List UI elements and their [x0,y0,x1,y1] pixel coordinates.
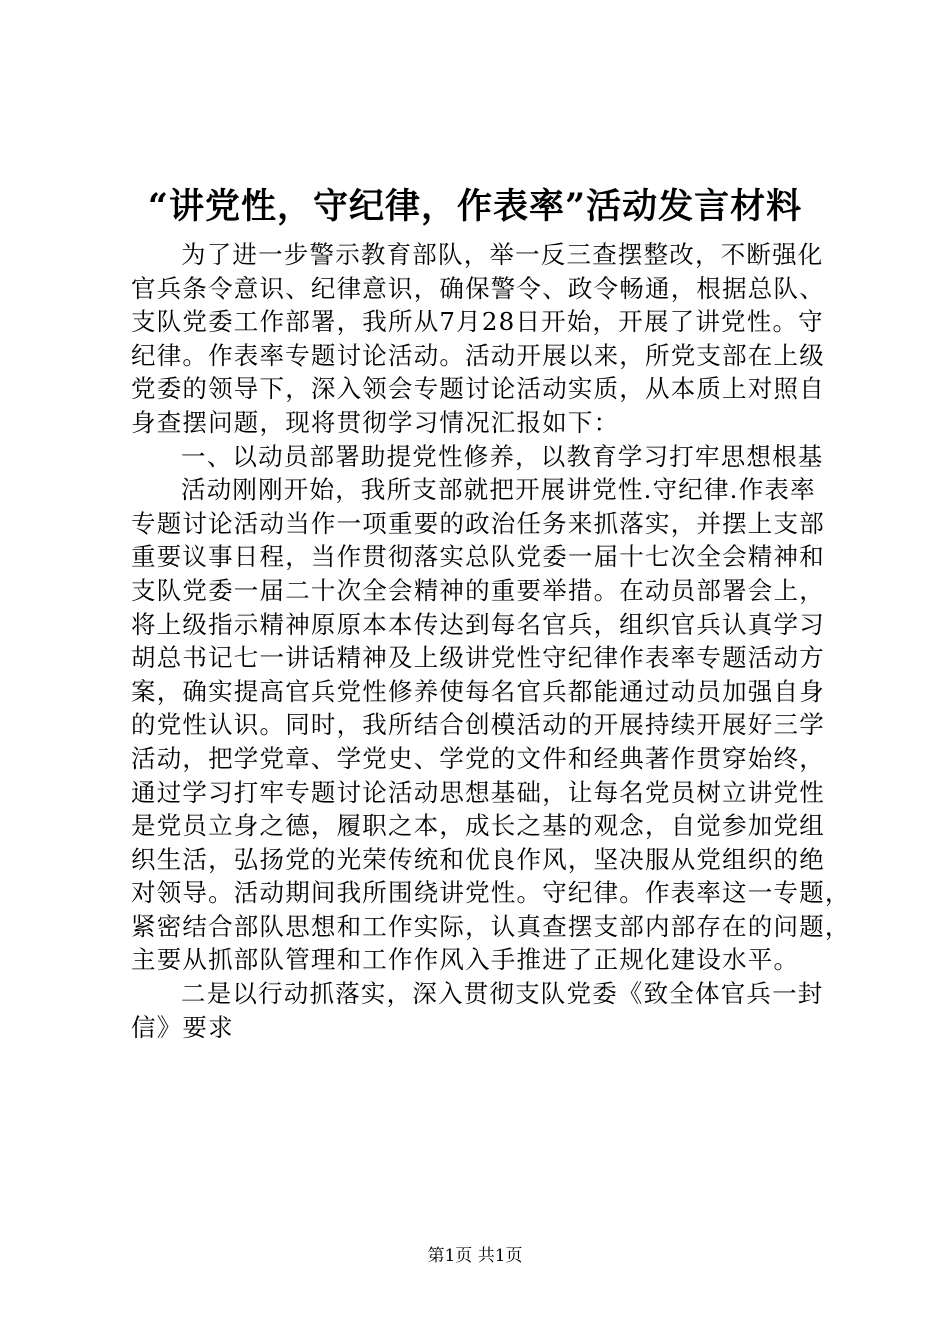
body-line: 纪律。作表率专题讨论活动。活动开展以来，所党支部在上级 [131,340,825,370]
body-line: 活动，把学党章、学党史、学党的文件和经典著作贯穿始终， [131,743,825,773]
body-line: 身查摆问题，现将贯彻学习情况汇报如下： [131,407,620,437]
document-title: “讲党性，守纪律，作表率”活动发言材料 [147,186,803,227]
body-line: 官兵条令意识、纪律意识，确保警令、政令畅通，根据总队、 [131,273,825,303]
body-line: 紧密结合部队思想和工作实际，认真查摆支部内部存在的问题， [131,911,851,941]
body-line: 对领导。活动期间我所围绕讲党性。守纪律。作表率这一专题， [131,878,851,908]
body-line: 为了进一步警示教育部队，举一反三查摆整改，不断强化 [181,240,824,269]
body-line: 一、以动员部署助提党性修养，以教育学习打牢思想根基 [181,441,824,471]
body-line: 信》要求 [131,1012,234,1042]
body-line: 二是以行动抓落实，深入贯彻支队党委《致全体官兵一封 [181,979,824,1009]
document-body [131,238,851,1044]
body-line: 活动刚刚开始，我所支部就把开展讲党性.守纪律.作表率 [181,475,816,505]
body-line: 的党性认识。同时，我所结合创模活动的开展持续开展好三学 [131,710,825,740]
body-line: 党委的领导下，深入领会专题讨论活动实质，从本质上对照自 [131,374,825,404]
body-line: 支队党委一届二十次全会精神的重要举措。在动员部署会上， [131,575,825,605]
body-line: 专题讨论活动当作一项重要的政治任务来抓落实，并摆上支部 [131,508,825,538]
body-line: 支队党委工作部署，我所从7月28日开始，开展了讲党性。守 [131,307,824,337]
body-line: 主要从抓部队管理和工作作风入手推进了正规化建设水平。 [131,945,800,975]
body-line: 胡总书记七一讲话精神及上级讲党性守纪律作表率专题活动方 [131,643,825,673]
body-line: 织生活，弘扬党的光荣传统和优良作风，坚决服从党组织的绝 [131,844,825,874]
body-line: 通过学习打牢专题讨论活动思想基础，让每名党员树立讲党性 [131,777,825,807]
body-line: 重要议事日程，当作贯彻落实总队党委一届十七次全会精神和 [131,542,825,572]
page-footer: 第1页 共1页 [427,1246,523,1266]
body-line: 是党员立身之德，履职之本，成长之基的观念，自觉参加党组 [131,811,825,841]
body-line: 案，确实提高官兵党性修养使每名官兵都能通过动员加强自身 [131,676,825,706]
body-line: 将上级指示精神原原本本传达到每名官兵，组织官兵认真学习 [131,609,825,639]
